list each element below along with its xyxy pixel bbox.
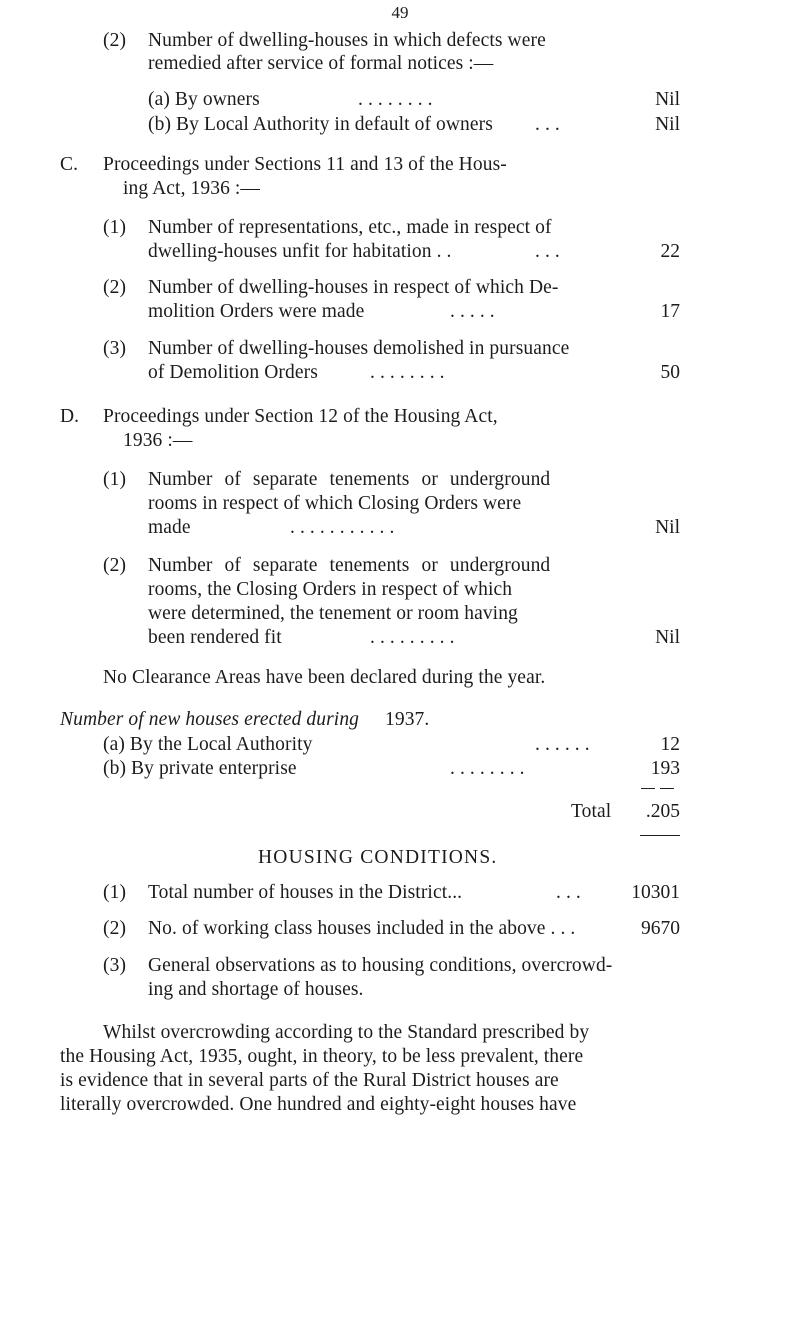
- subitem-label: (a) By the Local Authority: [103, 734, 313, 755]
- item-number: (2): [103, 555, 127, 576]
- item-text: remedied after service of formal notices :—: [148, 53, 494, 74]
- value: 9670: [641, 918, 680, 939]
- total-label: Total: [571, 801, 612, 822]
- item-number: (2): [103, 918, 127, 939]
- item-text: Number of separate tenements or underground: [148, 469, 551, 490]
- item-number: (2): [103, 277, 127, 298]
- leader-dots: . . . . . . . . . . .: [290, 517, 395, 538]
- housing-conditions-title: HOUSING CONDITIONS.: [258, 847, 498, 868]
- item-text: Number of dwelling-houses in respect of which De-: [148, 277, 559, 298]
- item-text: of Demolition Orders: [148, 362, 318, 383]
- item-number: (1): [103, 882, 127, 903]
- paragraph-line: is evidence that in several parts of the Rural District houses are: [60, 1070, 559, 1091]
- leader-dots: . . . . .: [450, 301, 495, 322]
- total-value: .205: [645, 801, 680, 822]
- item-text: ing and shortage of houses.: [148, 979, 364, 1000]
- leader-dots: . . .: [556, 882, 581, 903]
- new-houses-heading: Number of new houses erected during: [60, 709, 360, 730]
- value: 12: [660, 734, 680, 755]
- leader-dots: . . . . . . . .: [450, 758, 525, 779]
- item-text: were determined, the tenement or room having: [148, 603, 518, 624]
- value: 10301: [631, 882, 680, 903]
- item-text: made: [148, 517, 191, 538]
- value: 50: [660, 362, 680, 383]
- item-text: Total number of houses in the District...: [148, 882, 463, 903]
- item-text: Number of dwelling-houses demolished in pursuance: [148, 338, 570, 359]
- paragraph-line: the Housing Act, 1935, ought, in theory, to be less prevalent, there: [60, 1046, 584, 1067]
- leader-dots: . . . . . . . .: [358, 89, 433, 110]
- item-number: (2): [103, 30, 127, 51]
- leader-dots: . . .: [535, 241, 560, 262]
- value: 22: [660, 241, 680, 262]
- item-text: Number of separate tenements or underground: [148, 555, 551, 576]
- item-number: (1): [103, 217, 127, 238]
- section-heading: ing Act, 1936 :—: [123, 178, 261, 199]
- value: 193: [650, 758, 680, 779]
- paragraph-line: literally overcrowded. One hundred and eighty-eight houses have: [60, 1094, 577, 1115]
- section-heading: 1936 :—: [123, 430, 193, 451]
- item-text: been rendered fit: [148, 627, 282, 648]
- value: 17: [660, 301, 680, 322]
- section-letter: D.: [60, 406, 80, 427]
- clearance-note: No Clearance Areas have been declared during the year.: [103, 667, 546, 688]
- value-nil: Nil: [655, 89, 680, 110]
- item-text: molition Orders were made: [148, 301, 365, 322]
- item-text: Number of dwelling-houses in which defects were: [148, 30, 546, 51]
- sum-dash: [660, 788, 674, 789]
- value-nil: Nil: [655, 627, 680, 648]
- total-rule: [640, 835, 680, 836]
- item-text: rooms, the Closing Orders in respect of which: [148, 579, 513, 600]
- value-nil: Nil: [655, 517, 680, 538]
- page-number: 49: [391, 3, 409, 22]
- item-number: (1): [103, 469, 127, 490]
- item-text: Number of representations, etc., made in respect of: [148, 217, 552, 238]
- subitem-label: (a) By owners: [148, 89, 260, 110]
- section-heading: Proceedings under Sections 11 and 13 of the Hous-: [103, 154, 507, 175]
- leader-dots: . . . . . .: [535, 734, 590, 755]
- section-letter: C.: [60, 154, 79, 175]
- item-number: (3): [103, 955, 127, 976]
- sum-dash: [641, 788, 655, 789]
- paragraph-line: Whilst overcrowding according to the Standard prescribed by: [103, 1022, 590, 1043]
- item-text: No. of working class houses included in the above . . .: [148, 918, 576, 939]
- new-houses-year: 1937.: [385, 709, 430, 730]
- leader-dots: . . .: [535, 114, 560, 135]
- subitem-label: (b) By Local Authority in default of owners: [148, 114, 493, 135]
- section-heading: Proceedings under Section 12 of the Housing Act,: [103, 406, 498, 427]
- value-nil: Nil: [655, 114, 680, 135]
- item-text: rooms in respect of which Closing Orders were: [148, 493, 522, 514]
- subitem-label: (b) By private enterprise: [103, 758, 297, 779]
- item-text: dwelling-houses unfit for habitation . .: [148, 241, 452, 262]
- leader-dots: . . . . . . . . .: [370, 627, 455, 648]
- item-number: (3): [103, 338, 127, 359]
- leader-dots: . . . . . . . .: [370, 362, 445, 383]
- item-text: General observations as to housing conditions, overcrowd-: [148, 955, 613, 976]
